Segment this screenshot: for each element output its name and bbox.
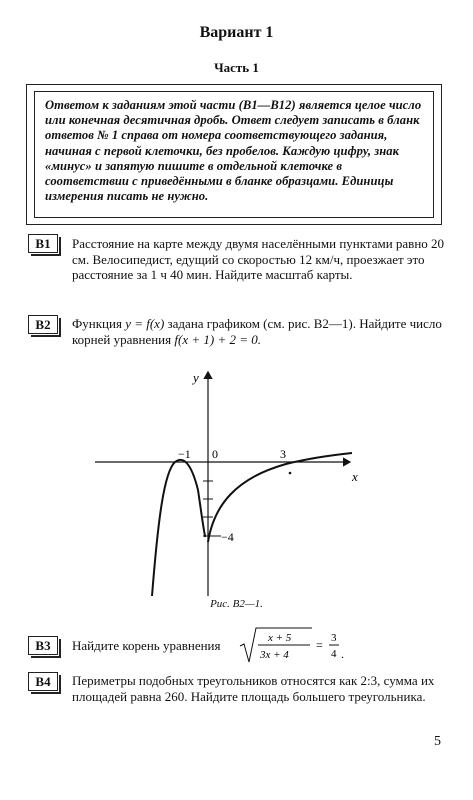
sqrt-denominator: 3x + 4	[260, 649, 289, 661]
function-graph	[0, 360, 473, 596]
label-minus-one: −1	[178, 447, 191, 461]
sqrt-numerator: x + 5	[268, 632, 292, 644]
problem-b4-text: Периметры подобных треугольников относятся как 2:3, сумма их площадей равна 260. Найдите площадь большего треугольника.	[72, 673, 435, 704]
curve-right	[208, 453, 352, 542]
problem-b3-text: Найдите корень уравнения	[72, 638, 221, 653]
part-title: Часть 1	[214, 60, 259, 75]
y-axis-label: y	[193, 370, 199, 385]
svg-text:.: .	[341, 647, 344, 661]
label-three: 3	[280, 447, 286, 461]
curve-left	[152, 460, 205, 596]
instructions-text: Ответом к заданиям этой части (В1—В12) является целое число или конечная десятичная дробь. Ответ следует записать в бланк ответов № 1 справа от номера соответствующего задания, начиная с первой клеточки, без пробелов. Каждую цифру, знак «минус» и запятую пишите в отдельной клеточке в соответствии с приведёнными в бланке образцами. Единицы измерения писать не нужно.	[45, 98, 422, 204]
problem-b1-text: Расстояние на карте между двумя населёнными пунктами равно 20 см. Велосипедист, едущий со скоростью 12 км/ч, проезжает это расстояние за 1 ч 40 мин. Найдите масштаб карты.	[72, 236, 445, 282]
problem-label-b3: B3	[28, 636, 58, 655]
problem-b2-text: Функция y = f(x) задана графиком (см. рис. B2—1). Найдите число корней уравнения f(x + 1) + 2 = 0.	[72, 316, 442, 347]
problem-label-b1: B1	[28, 234, 58, 253]
problem-label-b4: B4	[28, 672, 58, 691]
figure-caption: Рис. B2—1.	[210, 598, 263, 610]
b3-equation	[238, 624, 358, 666]
svg-text:=: =	[316, 638, 323, 652]
marker-dot	[289, 472, 292, 475]
rhs-denominator: 4	[331, 648, 337, 660]
variant-title: Вариант 1	[199, 24, 274, 41]
page-number: 5	[434, 734, 441, 749]
rhs-numerator: 3	[331, 632, 337, 644]
problem-label-b2: B2	[28, 315, 58, 334]
label-minus-four: −4	[221, 530, 234, 544]
x-axis-label: x	[352, 469, 358, 484]
instructions-box	[26, 84, 442, 225]
label-zero: 0	[212, 447, 218, 461]
